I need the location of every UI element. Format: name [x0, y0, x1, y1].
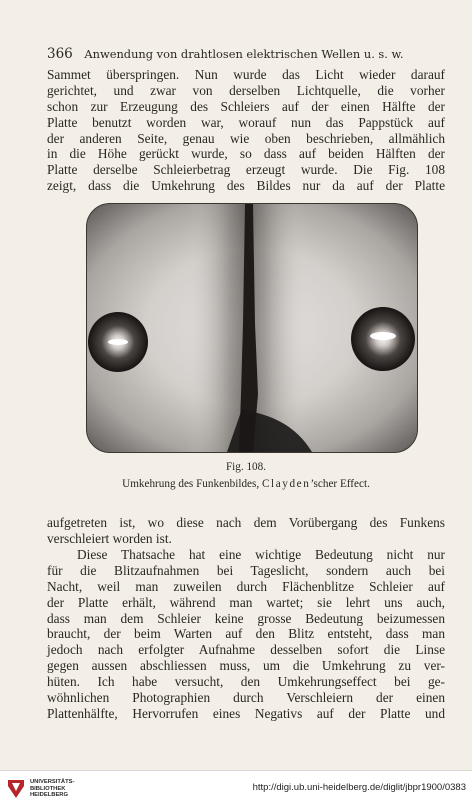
- text-line: schon zur Erzeugung des Schleiers auf der einen Hälfte der: [47, 98, 445, 114]
- text-line: hüten. Ich habe versucht, den Umkehrungseffect bei ge-: [47, 674, 445, 690]
- page-number: 366: [47, 46, 73, 62]
- text-line: für die Blitzaufnahmen bei Tageslicht, sondern auch bei: [47, 562, 445, 578]
- library-name-line: BIBLIOTHEK: [30, 785, 66, 792]
- running-header: [47, 45, 437, 63]
- figure-photograph: [86, 203, 418, 453]
- text-line: der anderen Seite, genau wie oben beschrieben, allmählich: [47, 130, 445, 146]
- text-line: zeigt, dass die Umkehrung des Bildes nur da auf der Platte: [47, 178, 445, 194]
- paragraph-top: [47, 67, 445, 194]
- text-line: wöhnlichen Photographien durch Verschleiern der einen: [47, 690, 445, 706]
- library-name-line: HEIDELBERG: [30, 792, 69, 799]
- text-line: jedoch nach erfolgter Aufnahme desselben sofort die Linse: [47, 642, 445, 658]
- text-line: gerichtet, und zwar von derselben Lichtquelle, die vorher: [47, 82, 445, 98]
- text-line: Platte derselbe Schleierbetrag erzeugt wurde. Die Fig. 108: [47, 162, 445, 178]
- text-line: aufgetreten ist, wo diese nach dem Vorübergang des Funkens: [47, 515, 445, 530]
- right-spark-flash: [370, 332, 396, 340]
- library-logo-icon[interactable]: [6, 778, 26, 800]
- caption-text: Umkehrung des Funkenbildes,: [122, 478, 262, 490]
- text-line: Nacht, weil man zuweilen durch Flächenblitze Schleier auf: [47, 578, 445, 594]
- text-line: Plattenhälfte, Hervorrufen eines Negativs auf der Platte und: [47, 705, 445, 721]
- running-title: Anwendung von drahtlosen elektrischen Wellen u. s. w.: [84, 47, 404, 61]
- spark-image: [87, 204, 417, 452]
- library-name-line: UNIVERSITÄTS-: [30, 779, 75, 785]
- viewer-footer: [0, 770, 472, 806]
- left-spark-flash: [108, 339, 128, 345]
- text-line: Platte benutzt worden war, worauf nun das Pappstück auf: [47, 114, 445, 130]
- text-line: verschleiert worden ist.: [47, 530, 172, 546]
- figure-caption: [47, 476, 445, 492]
- figure-label: Fig. 108.: [225, 461, 267, 473]
- text-line: in die Höhe gerückt wurde, so dass auf beiden Hälften der: [47, 146, 445, 162]
- text-line: der Platte erhält, während man wartet; sie lehrt uns auch,: [47, 594, 445, 610]
- text-line: dass man dem Schleier keine grosse Bedeutung beizumessen: [47, 610, 445, 626]
- text-line: Sammet überspringen. Nun wurde das Licht wieder darauf: [47, 67, 445, 82]
- permalink-url[interactable]: http://digi.ub.uni-heidelberg.de/diglit/jbpr1900/0383: [252, 782, 466, 793]
- library-name[interactable]: [30, 779, 74, 799]
- text-line: Diese Thatsache hat eine wichtige Bedeutung nicht nur: [77, 547, 445, 562]
- caption-text-end: ’scher Effect.: [310, 478, 370, 490]
- text-line: braucht, der beim Warten auf den Blitz entsteht, dass man: [47, 626, 445, 642]
- paragraph-second: [47, 547, 445, 722]
- caption-name: Clayden: [261, 478, 311, 490]
- text-line: gegen aussen abschliessen muss, um die Umkehrung zu ver-: [47, 658, 445, 674]
- paragraph-bottom: [47, 515, 445, 547]
